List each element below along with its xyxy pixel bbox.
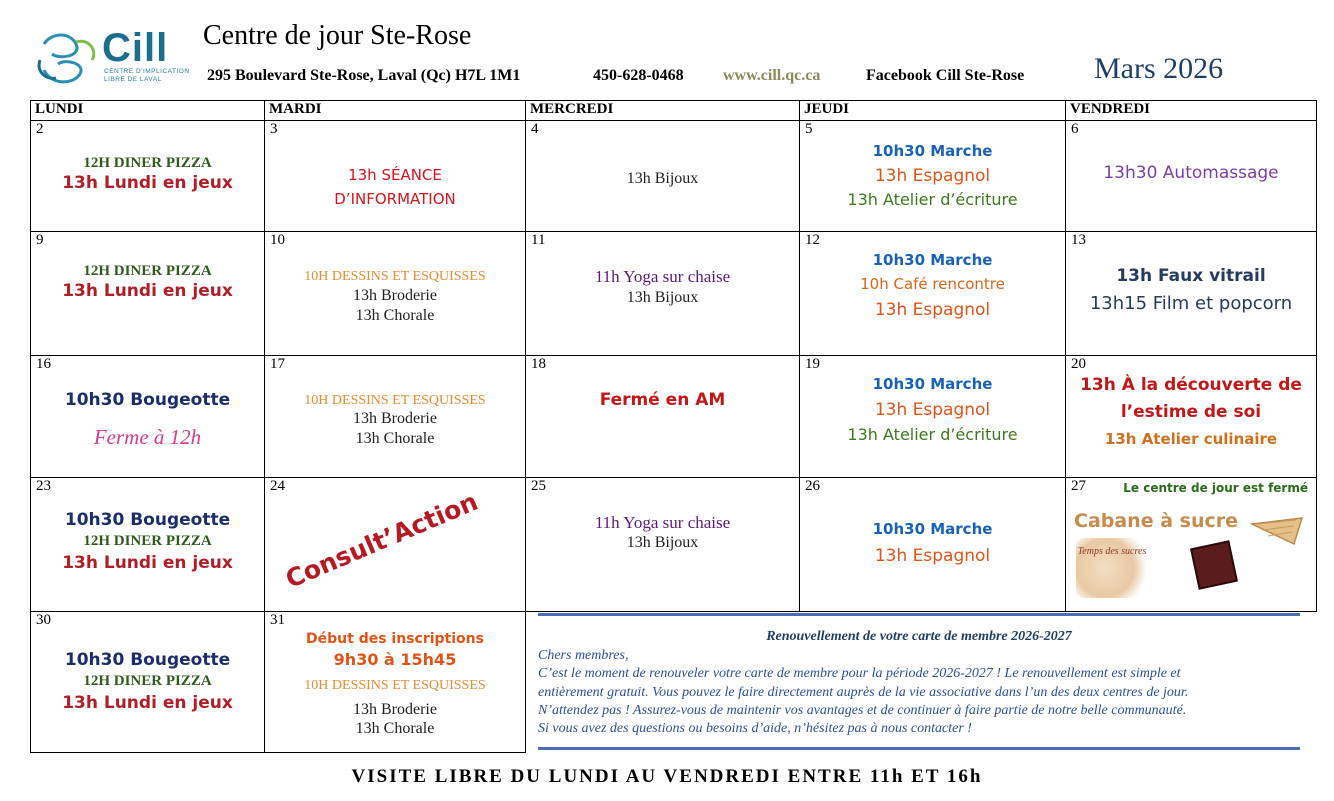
event-seance: 13h SÉANCE [348,166,442,185]
day-events [526,266,799,307]
event-espagnol: 13h Espagnol [874,546,991,567]
weekday-jeudi: JEUDI [800,101,1066,121]
event-dessins: 10H DESSINS ET ESQUISSES [304,269,486,285]
day-cell [31,611,265,752]
day-events [526,390,799,411]
day-number: 3 [270,121,278,138]
day-events [526,169,799,189]
week-row [31,232,1317,355]
day-events [31,510,264,575]
day-cell [31,478,265,611]
day-number: 13 [1071,232,1086,249]
day-number: 20 [1071,355,1086,372]
center-title: Centre de jour Ste-Rose [203,20,472,51]
day-events [265,268,525,326]
facebook-link[interactable]: Facebook Cill Ste-Rose [866,67,1025,84]
footer-visiting-hours: VISITE LIBRE DU LUNDI AU VENDREDI ENTRE 11h ET 16h [351,766,983,787]
event-film: 13h15 Film et popcorn [1089,293,1293,315]
renewal-line-2: entièrement gratuit. Vous pouvez le faire directement auprès de la vie associative dans l’un des deux centres de jour. [538,684,1189,700]
event-ferme-am: Fermé en AM [599,389,726,410]
event-dessins: 10H DESSINS ET ESQUISSES [304,677,486,693]
event-estime-2: l’estime de soi [1120,401,1262,422]
day-number: 4 [531,121,539,138]
day-cell [31,355,265,477]
day-number: 11 [531,232,546,249]
day-cell [800,478,1066,611]
event-chorale: 13h Chorale [355,430,435,448]
day-events [1066,163,1316,184]
day-events [1066,372,1316,452]
day-number: 18 [531,355,546,372]
day-number: 10 [270,232,285,249]
logo-subtitle-1: CENTRE D'IMPLICATION [104,68,190,75]
event-lundi-jeux: 13h Lundi en jeux [62,172,233,193]
week-row [31,355,1317,477]
day-cell [526,232,800,355]
day-events [1066,262,1316,318]
weekday-mercredi: MERCREDI [526,101,800,121]
day-number: 30 [36,611,51,628]
event-estime-1: 13h À la découverte de [1080,374,1302,395]
event-espagnol: 13h Espagnol [874,300,991,321]
renewal-greeting: Chers membres, [538,648,629,663]
day-events [800,372,1065,446]
event-atelier-ecriture: 13h Atelier d’écriture [847,190,1018,210]
weekday-lundi: LUNDI [31,101,265,121]
event-automassage: 13h30 Automassage [1103,163,1279,184]
maple-taffy-cone-icon [1248,514,1306,548]
day-cell [800,121,1066,232]
event-pizza: 12H DINER PIZZA [83,263,212,280]
renewal-line-3: N’attendez pas ! Assurez-vous de maintenir vos avantages et de continuer à faire partie de notre belle communauté. [538,702,1187,718]
weekday-header-row [31,101,1317,121]
renewal-body [538,647,1298,738]
event-espagnol: 13h Espagnol [874,166,991,187]
event-ferme-12h: Ferme à 12h [93,424,202,449]
day-number: 9 [36,232,44,249]
event-information: D’INFORMATION [334,190,456,209]
event-lundi-jeux: 13h Lundi en jeux [62,281,233,302]
weekday-vendredi: VENDREDI [1066,101,1317,121]
event-atelier-ecriture: 13h Atelier d’écriture [847,424,1018,444]
day-cell [1066,478,1317,611]
address: 295 Boulevard Ste-Rose, Laval (Qc) H7L 1M1 [207,67,521,84]
cill-swirl-icon [36,30,100,88]
event-cafe: 10h Café rencontre [860,275,1005,294]
day-number: 26 [805,478,820,495]
event-yoga: 11h Yoga sur chaise [594,513,731,533]
day-events [265,629,525,739]
day-number: 25 [531,478,546,495]
day-number: 31 [270,611,285,628]
sugar-time-label: Temps des sucres [1077,546,1147,558]
day-cell [1066,121,1317,232]
day-number: 23 [36,478,51,495]
day-cell [1066,355,1317,477]
event-pizza: 12H DINER PIZZA [83,533,212,550]
day-events [800,248,1065,324]
day-cell [31,232,265,355]
renewal-title: Renouvellement de votre carte de membre 2026-2027 [766,629,1072,644]
event-inscription-hours: 9h30 à 15h45 [333,649,457,669]
day-number: 24 [270,478,285,495]
event-bougeotte: 10h30 Bougeotte [64,510,231,531]
renewal-notice [538,611,1300,752]
renewal-bottom-rule [538,747,1300,750]
day-number: 19 [805,355,820,372]
event-marche: 10h30 Marche [872,374,993,393]
event-bougeotte: 10h30 Bougeotte [64,649,231,670]
event-lundi-jeux: 13h Lundi en jeux [62,553,233,574]
week-row [31,478,1317,611]
renewal-line-1: C’est le moment de renouveler votre carte de membre pour la période 2026-2027 ! Le renouvellement est simple et [538,666,1181,682]
event-chorale: 13h Chorale [355,306,435,324]
website-link[interactable]: www.cill.qc.ca [723,67,821,84]
day-events [800,139,1065,211]
day-cell [265,121,526,232]
renewal-top-rule [538,613,1300,616]
event-marche: 10h30 Marche [872,520,993,539]
closed-note: Le centre de jour est fermé [1123,481,1308,496]
day-cell [265,355,526,477]
cabane-a-sucre: Cabane à sucre [1074,510,1239,533]
event-marche: 10h30 Marche [872,142,993,161]
day-number: 16 [36,355,51,372]
event-broderie: 13h Broderie [353,286,437,304]
day-events [31,650,264,715]
event-bijoux: 13h Bijoux [626,170,699,188]
day-events [526,512,799,553]
event-atelier-culinaire: 13h Atelier culinaire [1104,429,1278,448]
day-events [31,386,264,460]
event-debut-inscriptions: Début des inscriptions [306,630,484,647]
day-cell [265,232,526,355]
day-events [265,392,525,450]
consult-action-stamp: Consult’Action [281,486,483,594]
day-cell [526,355,800,477]
weekday-mardi: MARDI [265,101,526,121]
day-number: 5 [805,121,813,138]
event-bougeotte: 10h30 Bougeotte [64,389,231,410]
month-title: Mars 2026 [1094,52,1224,85]
day-cell [526,121,800,232]
day-cell [265,478,526,611]
day-events [31,262,264,302]
logo-subtitle-2: LIBRE DE LAVAL [104,76,162,83]
event-lundi-jeux: 13h Lundi en jeux [62,692,233,713]
syrup-can-icon [1190,540,1238,589]
event-faux-vitrail: 13h Faux vitrail [1116,266,1266,287]
phone: 450-628-0468 [593,67,684,84]
day-number: 27 [1071,478,1086,495]
day-cell [31,121,265,232]
week-row [31,121,1317,232]
day-events [265,163,525,211]
renewal-line-4: Si vous avez des questions ou besoins d’aide, n’hésitez pas à nous contacter ! [538,721,972,737]
event-espagnol: 13h Espagnol [874,399,991,420]
cill-logo [36,26,190,88]
day-cell [800,232,1066,355]
event-broderie: 13h Broderie [353,700,437,718]
day-cell [1066,232,1317,355]
event-pizza: 12H DINER PIZZA [83,672,212,689]
event-dessins: 10H DESSINS ET ESQUISSES [304,392,486,408]
logo-wordmark: Cill [102,26,169,70]
day-cell [526,478,800,611]
day-number: 2 [36,121,44,138]
event-marche: 10h30 Marche [872,251,993,270]
day-number: 17 [270,355,285,372]
day-number: 6 [1071,121,1079,138]
day-cell [800,355,1066,477]
event-yoga: 11h Yoga sur chaise [594,267,731,287]
event-pizza: 12H DINER PIZZA [83,155,212,172]
event-broderie: 13h Broderie [353,410,437,428]
sugar-time-image [1076,538,1148,598]
day-number: 12 [805,232,820,249]
day-events [800,516,1065,570]
event-bijoux: 13h Bijoux [626,288,699,306]
event-bijoux: 13h Bijoux [626,534,699,552]
day-cell [265,611,526,752]
event-chorale: 13h Chorale [355,719,435,737]
day-events [31,154,264,194]
